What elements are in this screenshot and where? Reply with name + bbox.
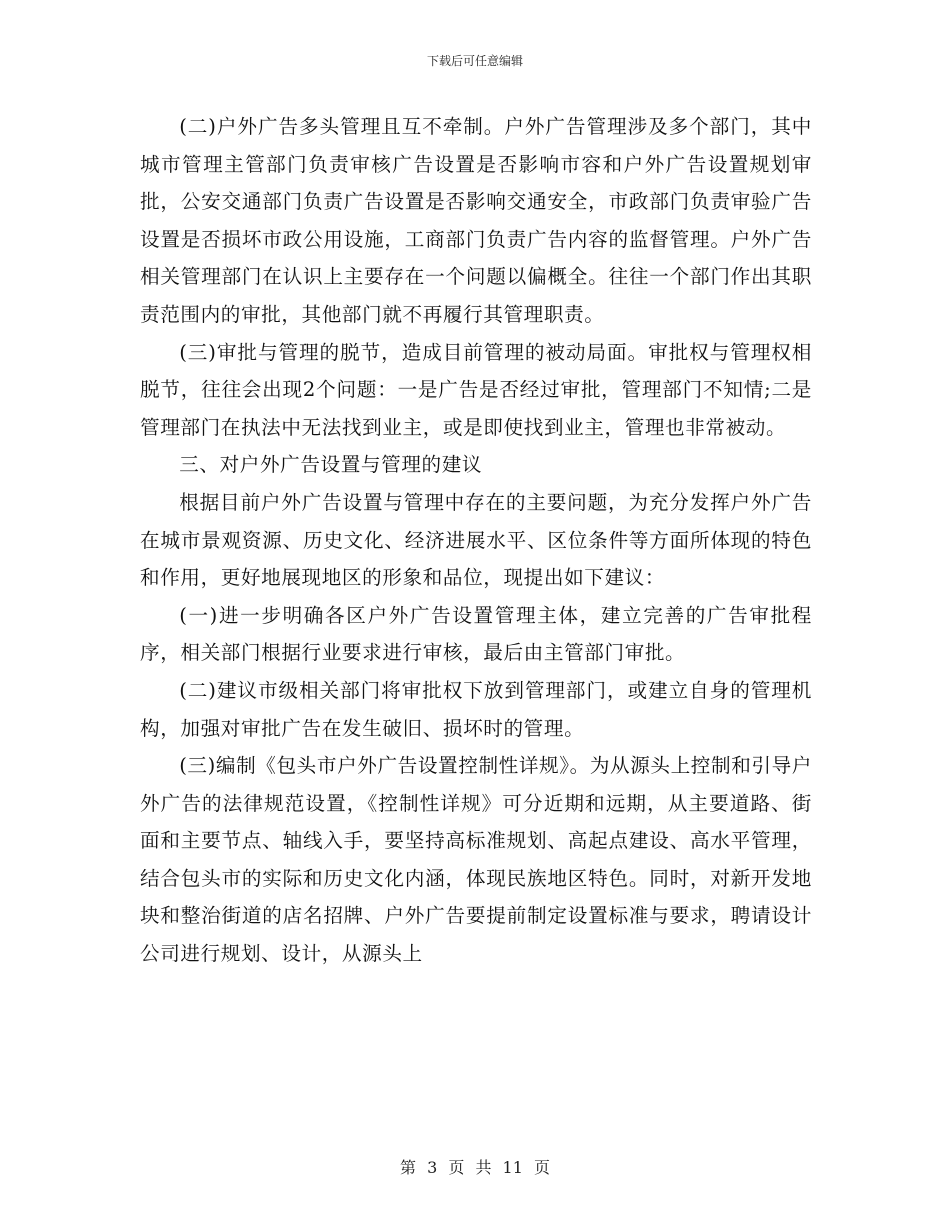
page-header: 下载后可任意编辑 bbox=[426, 54, 523, 68]
page-number: 第 3 页 共 11 页 bbox=[400, 1158, 550, 1177]
paragraph-4: (一)进一步明确各区户外广告设置管理主体，建立完善的广告审批程序，相关部门根据行业要求进行审核，最后由主管部门审批。 bbox=[140, 603, 812, 665]
paragraph-1: (二)户外广告多头管理且互不牵制。户外广告管理涉及多个部门，其中城市管理主管部门负责审核广告设置是否影响市容和户外广告设置规划审批，公安交通部门负责广告设置是否影响交通安全，市政部门负责审验广告设置是否损坏市政公用设施，工商部门负责广告内容的监督管理。户外广告相关管理部门在认识上主要存在一个问题以偏概全。往往一个部门作出其职责范围内的审批，其他部门就不再履行其管理职责。 bbox=[140, 115, 812, 326]
paragraph-3: 根据目前户外广告设置与管理中存在的主要问题，为充分发挥户外广告在城市景观资源、历史文化、经济进展水平、区位条件等方面所体现的特色和作用，更好地展现地区的形象和品位，现提出如下建议： bbox=[140, 490, 812, 590]
section-heading: 三、对户外广告设置与管理的建议 bbox=[179, 453, 483, 477]
paragraph-6: (三)编制《包头市户外广告设置控制性详规》。为从源头上控制和引导户外广告的法律规范设置，《控制性详规》可分近期和远期，从主要道路、街面和主要节点、轴线入手，要坚持高标准规划、高起点建设、高水平管理，结合包头市的实际和历史文化内涵，体现民族地区特色。同时，对新开发地块和整治街道的店名招牌、户外广告要提前制定设置标准与要求，聘请设计公司进行规划、设计，从源头上 bbox=[140, 754, 812, 966]
document-body bbox=[140, 108, 812, 973]
paragraph-2: (三)审批与管理的脱节，造成目前管理的被动局面。审批权与管理权相脱节，往往会出现2个问题：一是广告是否经过审批，管理部门不知情;二是管理部门在执法中无法找到业主，或是即使找到业主，管理也非常被动。 bbox=[140, 340, 812, 439]
paragraph-5: (二)建议市级相关部门将审批权下放到管理部门，或建立自身的管理机构，加强对审批广告在发生破旧、损坏时的管理。 bbox=[140, 678, 812, 740]
